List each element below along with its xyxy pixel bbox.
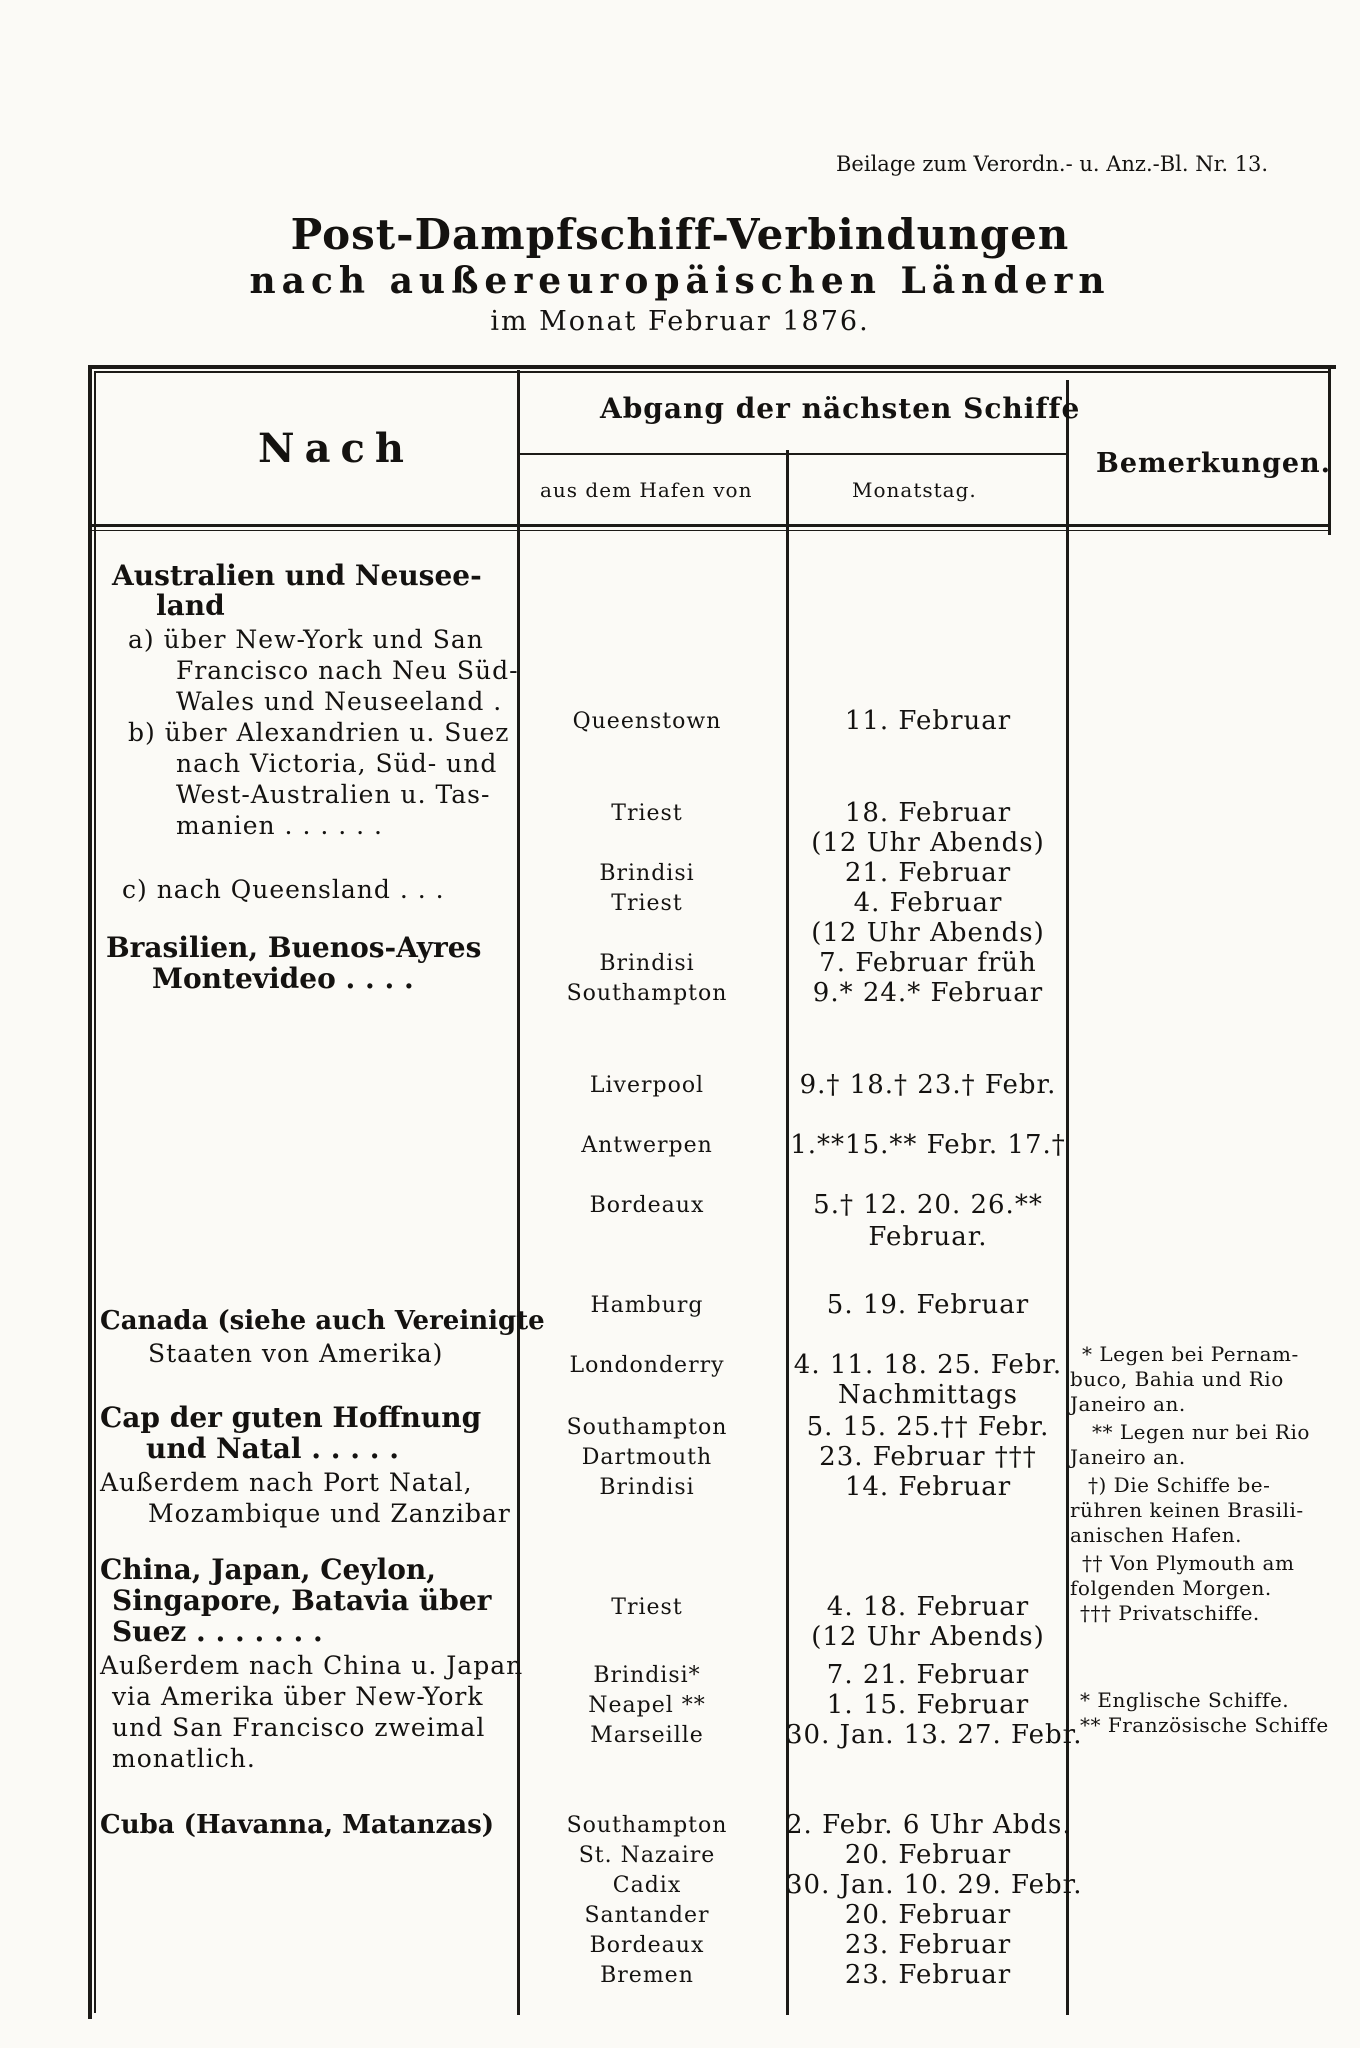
departure-port: Bordeaux <box>589 1933 705 1958</box>
route-text: b) über Alexandrien u. Suez <box>128 718 510 747</box>
departure-port: Hamburg <box>590 1293 704 1318</box>
destination-china: China, Japan, Ceylon, <box>100 1553 437 1586</box>
departure-date: 11. Februar <box>844 706 1012 736</box>
column-header-bemerkungen: Bemerkungen. <box>1096 448 1332 479</box>
route-text: monatlich. <box>112 1744 256 1773</box>
destination-australia: Australien und Neusee- <box>112 559 482 592</box>
departure-date: 4. Februar <box>853 888 1003 918</box>
departure-date: 30. Jan. 13. 27. Febr. <box>786 1720 1083 1750</box>
departure-port: Marseille <box>590 1723 704 1748</box>
remark: * Englische Schiffe. <box>1080 1688 1290 1712</box>
remark: ** Legen nur bei Rio <box>1092 1420 1310 1444</box>
departure-date: 20. Februar <box>844 1900 1012 1930</box>
remark: * Legen bei Pernam- <box>1082 1342 1299 1366</box>
remark: ** Französische Schiffe <box>1080 1713 1329 1737</box>
remark: Janeiro an. <box>1070 1445 1186 1469</box>
departure-port: Queenstown <box>572 709 722 734</box>
header-rule-thin <box>92 530 1330 531</box>
departure-date: 9.† 18.† 23.† Febr. <box>799 1070 1057 1100</box>
departure-date: (12 Uhr Abends) <box>811 828 1045 858</box>
departure-port: Brindisi* <box>593 1663 701 1688</box>
departure-date: 4. 11. 18. 25. Febr. <box>793 1350 1063 1380</box>
departure-date: 23. Februar <box>844 1960 1012 1990</box>
route-text: Mozambique und Zanzibar <box>148 1499 511 1528</box>
remark: ††† Privatschiffe. <box>1080 1601 1260 1625</box>
departure-port: St. Nazaire <box>578 1843 716 1868</box>
departure-date: 30. Jan. 10. 29. Febr. <box>786 1870 1083 1900</box>
departure-date: 7. Februar früh <box>819 948 1037 978</box>
departure-port: Brindisi <box>599 951 695 976</box>
departure-date: Februar. <box>868 1222 988 1252</box>
departure-date: 14. Februar <box>844 1472 1012 1502</box>
route-text: Außerdem nach China u. Japan <box>100 1651 524 1680</box>
departure-port: Triest <box>611 891 683 916</box>
departure-port: Triest <box>611 1595 683 1620</box>
column-header-hafen: aus dem Hafen von <box>540 478 753 502</box>
destination-brasilien: Brasilien, Buenos-Ayres <box>106 931 482 964</box>
destination-cuba: Cuba (Havanna, Matanzas) <box>100 1810 495 1840</box>
departure-port: Bremen <box>600 1963 694 1988</box>
departure-port: Santander <box>584 1903 710 1928</box>
departure-port: Southampton <box>566 981 728 1006</box>
departure-date: 23. Februar ††† <box>819 1442 1037 1472</box>
page-subtitle: nach außereuropäischen Ländern <box>249 260 1111 302</box>
departure-date: Nachmittags <box>838 1380 1018 1410</box>
departure-date: 1. 15. Februar <box>826 1690 1030 1720</box>
departure-date: 20. Februar <box>844 1840 1012 1870</box>
departure-date: 2. Febr. 6 Uhr Abds. <box>786 1810 1072 1840</box>
departure-date: 1.**15.** Febr. 17.† <box>790 1130 1066 1160</box>
departure-port: Brindisi <box>599 861 695 886</box>
header-rule <box>92 524 1330 527</box>
route-text: manien . . . . . . <box>176 811 383 840</box>
remark: Janeiro an. <box>1070 1392 1186 1416</box>
subheader-rule <box>520 453 1066 455</box>
destination-australia-cont: land <box>156 589 225 622</box>
departure-port: Cadix <box>612 1873 682 1898</box>
departure-date: 18. Februar <box>844 798 1012 828</box>
remark: anischen Hafen. <box>1070 1523 1242 1547</box>
departure-date: 4. 18. Februar <box>826 1592 1030 1622</box>
route-text: Außerdem nach Port Natal, <box>100 1468 473 1497</box>
destination-brasilien-cont: Montevideo . . . . <box>152 962 414 995</box>
departure-port: Southampton <box>566 1813 728 1838</box>
departure-port: Triest <box>611 801 683 826</box>
destination-china-cont: Singapore, Batavia über <box>112 1584 492 1617</box>
departure-date: 5. 15. 25.†† Febr. <box>806 1412 1050 1442</box>
departure-port: Antwerpen <box>581 1133 713 1158</box>
column-header-nach: Nach <box>258 425 414 472</box>
column-header-monatstag: Monatstag. <box>852 478 977 502</box>
route-text: c) nach Queensland . . . <box>122 875 445 904</box>
destination-cap-cont: und Natal . . . . . <box>146 1432 399 1465</box>
departure-date: 5. 19. Februar <box>826 1290 1030 1320</box>
departure-port: Brindisi <box>599 1475 695 1500</box>
departure-date: 5.† 12. 20. 26.** <box>813 1190 1043 1220</box>
departure-date: (12 Uhr Abends) <box>811 1622 1045 1652</box>
departure-date: 23. Februar <box>844 1930 1012 1960</box>
departure-date: 9.* 24.* Februar <box>812 978 1044 1008</box>
supplement-reference: Beilage zum Verordn.- u. Anz.-Bl. Nr. 13. <box>836 152 1269 176</box>
destination-china-cont: Suez . . . . . . . <box>112 1615 323 1648</box>
route-text: a) über New-York und San <box>128 625 484 654</box>
departure-port: Neapel ** <box>588 1693 706 1718</box>
month-line: im Monat Februar 1876. <box>490 306 870 337</box>
page-title: Post-Dampfschiff-Verbindungen <box>290 210 1070 259</box>
remark: buco, Bahia und Rio <box>1070 1367 1284 1391</box>
departure-date: (12 Uhr Abends) <box>811 918 1045 948</box>
route-text: und San Francisco zweimal <box>112 1713 486 1742</box>
column-header-abgang: Abgang der nächsten Schiffe <box>600 392 1081 425</box>
table-frame-inner <box>94 371 1330 2013</box>
departure-port: Liverpool <box>589 1073 705 1098</box>
route-text: Francisco nach Neu Süd- <box>176 656 519 685</box>
remark: folgenden Morgen. <box>1070 1576 1272 1600</box>
route-text: nach Victoria, Süd- und <box>176 749 498 778</box>
remark: rühren keinen Brasili- <box>1070 1498 1304 1522</box>
destination-cap: Cap der guten Hoffnung <box>100 1401 482 1434</box>
column-divider-nach <box>517 370 520 2015</box>
departure-port: Dartmouth <box>581 1445 713 1470</box>
remark: †) Die Schiffe be- <box>1088 1473 1271 1497</box>
departure-port: Londonderry <box>569 1353 725 1378</box>
destination-canada: Canada (siehe auch Vereinigte <box>100 1306 545 1336</box>
route-text: West-Australien u. Tas- <box>176 780 491 809</box>
remark: †† Von Plymouth am <box>1082 1551 1295 1575</box>
departure-port: Southampton <box>566 1415 728 1440</box>
departure-port: Bordeaux <box>589 1193 705 1218</box>
departure-date: 21. Februar <box>844 858 1012 888</box>
route-text: via Amerika über New-York <box>112 1682 484 1711</box>
route-text: Wales und Neuseeland . <box>176 687 503 716</box>
departure-date: 7. 21. Februar <box>826 1660 1030 1690</box>
route-text: Staaten von Amerika) <box>148 1339 444 1368</box>
